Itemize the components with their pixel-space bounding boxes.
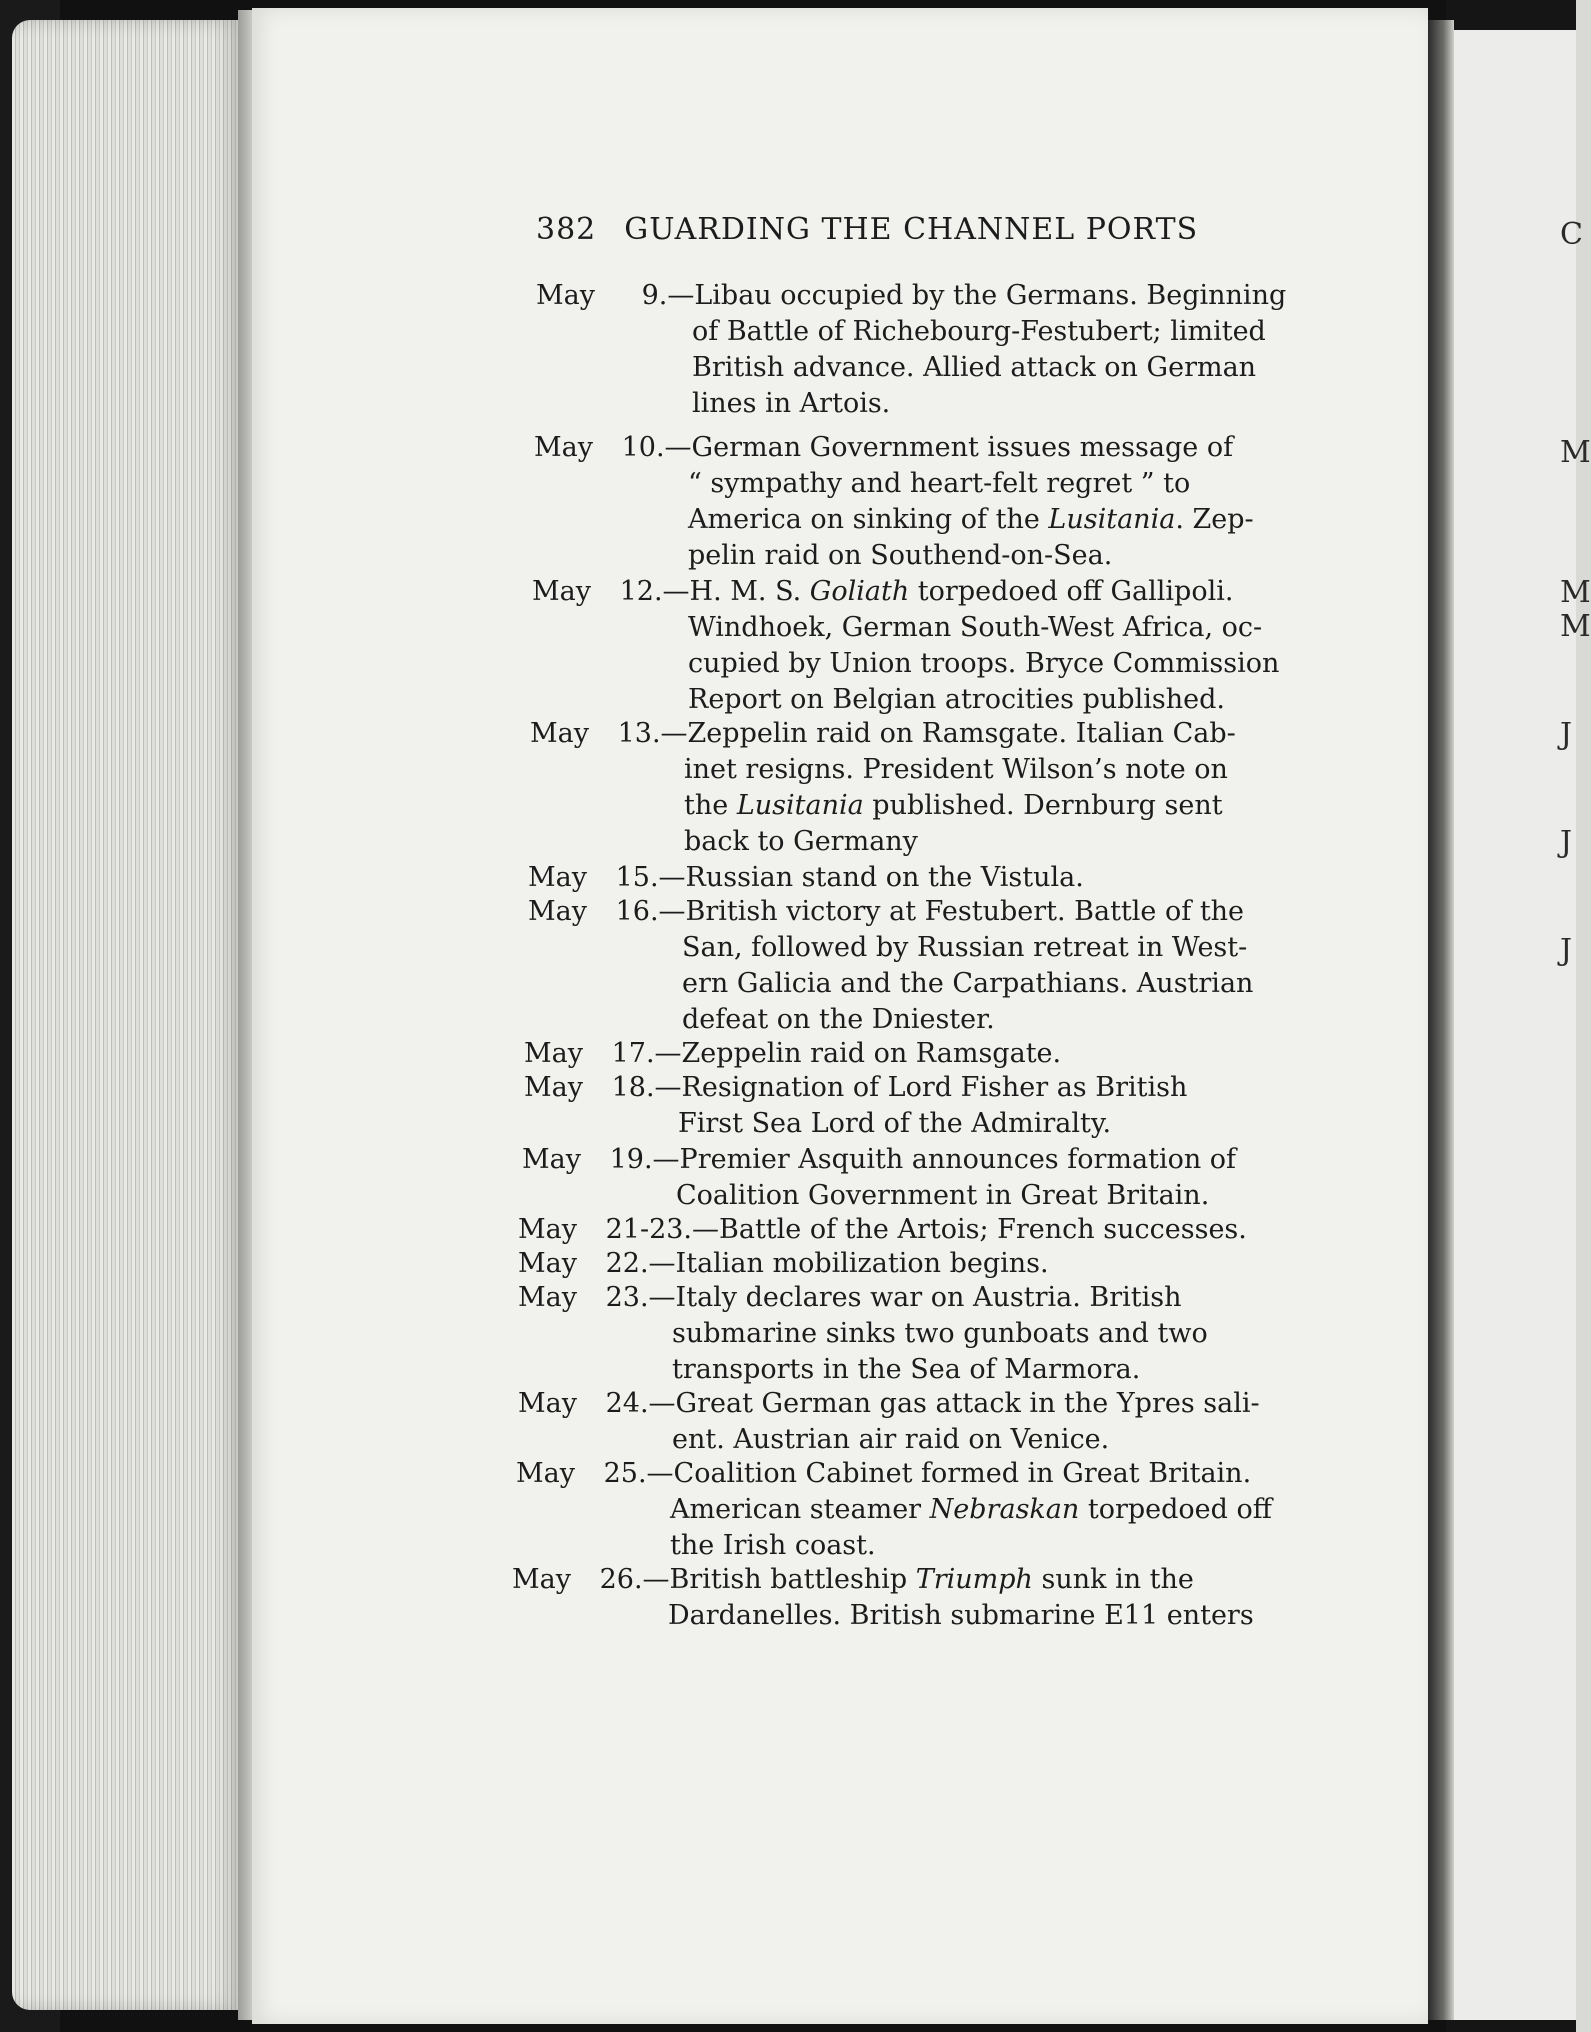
entry-line: Windhoek, German South-West Africa, oc- [688, 612, 1263, 643]
entry-line: the Lusitania published. Dernburg sent [684, 790, 1223, 821]
entry-line: lines in Artois. [692, 388, 891, 419]
facing-page-letter: J [1560, 717, 1573, 752]
entry-line: submarine sinks two gunboats and two [672, 1318, 1208, 1349]
entry-day: 15. [615, 862, 659, 893]
entry-line: inet resigns. President Wilson’s note on [684, 754, 1228, 785]
facing-page-letter: M [1560, 575, 1591, 610]
chronology-entry [518, 1246, 1049, 1282]
chronology-entry [532, 574, 1233, 610]
entry-month: May [518, 1214, 577, 1245]
entry-line: transports in the Sea of Marmora. [672, 1354, 1141, 1385]
entry-line: pelin raid on Southend-on-Sea. [688, 540, 1113, 571]
entry-line: San, followed by Russian retreat in West- [682, 932, 1248, 963]
entry-line: —Premier Asquith announces formation of [652, 1144, 1237, 1175]
entry-day: 16. [615, 896, 659, 927]
ship-name-italic: Lusitania [1048, 504, 1176, 535]
chronology-entry [524, 1070, 1187, 1106]
entry-month: May [536, 280, 595, 311]
page-number: 382 [536, 212, 597, 247]
entry-line: —Great German gas attack in the Ypres sali- [648, 1388, 1260, 1419]
entry-line: America on sinking of the Lusitania. Zep- [688, 504, 1254, 535]
chronology-entry [522, 1142, 1236, 1178]
entry-month: May [528, 862, 587, 893]
entry-day: 17. [611, 1038, 655, 1069]
facing-page-letter: J [1560, 825, 1573, 860]
entry-line: defeat on the Dniester. [682, 1004, 995, 1035]
page-title: GUARDING THE CHANNEL PORTS [624, 212, 1199, 247]
entry-day: 26. [599, 1564, 643, 1595]
entry-line: First Sea Lord of the Admiralty. [678, 1108, 1112, 1139]
entry-day: 21-23. [605, 1214, 693, 1245]
chronology-entry [512, 1562, 1194, 1598]
chronology-entry [528, 894, 1244, 930]
entry-day: 24. [605, 1388, 649, 1419]
entry-line: —H. M. S. Goliath torpedoed off Gallipoli. [662, 576, 1234, 607]
entry-line: cupied by Union troops. Bryce Commission [688, 648, 1280, 679]
entry-line: —Russian stand on the Vistula. [658, 862, 1084, 893]
chronology-entry [530, 716, 1236, 752]
entry-line: —Battle of the Artois; French successes. [692, 1214, 1247, 1245]
entry-line: ent. Austrian air raid on Venice. [672, 1424, 1110, 1455]
entry-line: back to Germany [684, 826, 918, 857]
stacked-page-edges [12, 20, 244, 2010]
facing-page-letter: J [1560, 933, 1573, 968]
ship-name-italic: Nebraskan [929, 1494, 1080, 1525]
entry-line: Dardanelles. British submarine E11 enters [668, 1600, 1254, 1631]
entry-line: —British victory at Festubert. Battle of the [658, 896, 1245, 927]
facing-page-letter: M [1560, 609, 1591, 644]
entry-month: May [516, 1458, 575, 1489]
entry-line: British advance. Allied attack on German [692, 352, 1257, 383]
facing-page-sliver [1454, 30, 1576, 2020]
entry-day: 13. [617, 718, 661, 749]
entry-month: May [530, 718, 589, 749]
chronology-entry [518, 1212, 1247, 1248]
entry-month: May [518, 1282, 577, 1313]
chronology-entry [516, 1456, 1251, 1492]
entry-day: 25. [603, 1458, 647, 1489]
entry-day: 9. [641, 280, 668, 311]
entry-month: May [518, 1388, 577, 1419]
entry-line: —British battleship Triumph sunk in the [642, 1564, 1194, 1595]
ship-name-italic: Triumph [915, 1564, 1033, 1595]
facing-page-letter: M [1560, 435, 1591, 470]
entry-line: —Italian mobilization begins. [648, 1248, 1049, 1279]
entry-day: 23. [605, 1282, 649, 1313]
entry-line: —Italy declares war on Austria. British [648, 1282, 1182, 1313]
entry-month: May [522, 1144, 581, 1175]
entry-day: 18. [611, 1072, 655, 1103]
chronology-entry [524, 1036, 1061, 1072]
entry-day: 19. [609, 1144, 653, 1175]
chronology-entry [536, 278, 1286, 314]
entry-month: May [528, 896, 587, 927]
entry-line: Report on Belgian atrocities published. [688, 684, 1225, 715]
chronology-entry [528, 860, 1084, 896]
facing-page-gutter [1428, 20, 1454, 2020]
entry-line: “ sympathy and heart-felt regret ” to [688, 468, 1191, 499]
chronology-entry [534, 430, 1233, 466]
chronology-entry [518, 1386, 1260, 1422]
entry-line: —Resignation of Lord Fisher as British [654, 1072, 1188, 1103]
ship-name-italic: Lusitania [736, 790, 864, 821]
entry-day: 22. [605, 1248, 649, 1279]
entry-day: 10. [621, 432, 665, 463]
entry-line: Coalition Government in Great Britain. [676, 1180, 1210, 1211]
entry-month: May [524, 1072, 583, 1103]
entry-month: May [534, 432, 593, 463]
entry-month: May [532, 576, 591, 607]
chronology-entry [518, 1280, 1182, 1316]
entry-line: —Coalition Cabinet formed in Great Britain. [646, 1458, 1252, 1489]
entry-month: May [512, 1564, 571, 1595]
entry-line: ern Galicia and the Carpathians. Austrian [682, 968, 1254, 999]
entry-line: —Zeppelin raid on Ramsgate. Italian Cab- [660, 718, 1236, 749]
entry-line: American steamer Nebraskan torpedoed off [670, 1494, 1272, 1525]
entry-line: —Zeppelin raid on Ramsgate. [654, 1038, 1062, 1069]
entry-line: —Libau occupied by the Germans. Beginning [667, 280, 1287, 311]
entry-line: —German Government issues message of [664, 432, 1234, 463]
entry-month: May [524, 1038, 583, 1069]
entry-month: May [518, 1248, 577, 1279]
entry-line: the Irish coast. [670, 1530, 876, 1561]
entry-line: of Battle of Richebourg-Festubert; limited [692, 316, 1266, 347]
ship-name-italic: Goliath [809, 576, 910, 607]
facing-page-letter: C [1560, 217, 1583, 252]
entry-day: 12. [619, 576, 663, 607]
running-head [536, 212, 1198, 247]
